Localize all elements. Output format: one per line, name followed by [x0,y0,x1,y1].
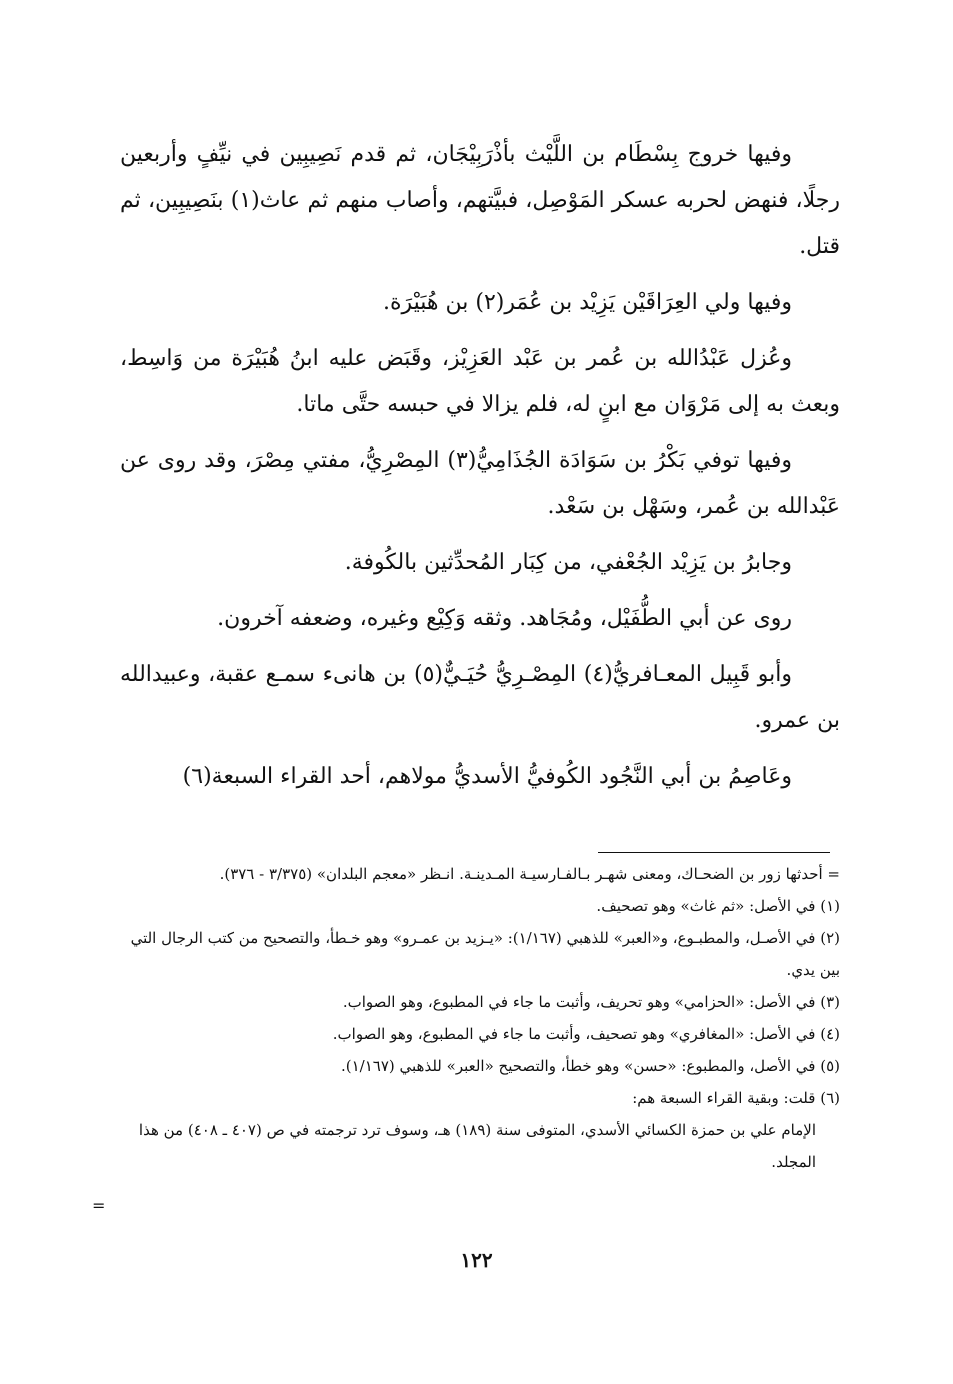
paragraph-yazid-ibn-hubayra: وفيها ولي العِرَاقَيْن يَزِيْد بن عُمَر(٢) بن هُبَيْرَة. [382,290,792,315]
footnote-6: (٦) قلت: وبقية القراء السبعة هم: [632,1089,840,1107]
footnote-3: (٣) في الأصل: «الحزامي» وهو تحريف، وأثبت ما جاء في المطبوع، وهو الصواب. [342,993,840,1011]
paragraph-asim: وعَاصِمُ بن أبي النَّجُود الكُوفيُّ الأسديُّ مولاهم، أحد القراء السبعة(٦) [182,764,792,789]
main-text [120,132,840,810]
footnote-2: (٢) في الأصـل، والمطبـوع، و«العبر» للذهبي (١/١٦٧): «يـزيد بن عمـرو» وهو خـطأ، والتصحيح من كتب الرجال التي بين يدي. [130,929,840,979]
footnote-5: (٥) في الأصل، والمطبوع: «حسن» وهو خطأ، والتصحيح «العبر» للذهبي (١/١٦٧). [341,1057,840,1075]
footnote-6-body: الإمام علي بن حمزة الكسائي الأسدي، المتوفى سنة (١٨٩) هـ، وسوف ترد ترجمته في ص (٤٠٧ ـ ٤٠٨) من هذا المجلد. [138,1121,816,1171]
footnote-1: (١) في الأصل: «ثم غاث» وهو تصحيف. [596,897,840,915]
paragraph-bistam: وفيها خروج بِسْطَام بن اللَّيْث بأذْرَبِيْجَان، ثم قدم نَصِيبِين في نيِّفٍ وأربعين رجلًا، فنهض لحربه عسكر المَوْصِل، فبيَّتهم، وأصاب منهم ثم عاث(١) بنَصِيبِين، ثم قتل. [120,142,840,259]
footnote-continuation: = أحدثها زور بن الضحـاك، ومعنى شهـر بـالفـارسيـة المـدينـة. انـظر «معجم البلدان» (٣/٣٧٥ - ٣٧٦). [219,865,840,883]
footnotes [108,858,840,1178]
paragraph-jabir-aljufi: وجابرُ بن يَزِيْد الجُعْفي، من كِبَار المُحدِّثين بالكُوفة. [344,550,792,575]
continuation-mark: = [92,1196,106,1215]
paragraph-abdullah-dismissed: وعُزل عَبْدُالله بن عُمر بن عَبْد العَزِيْز، وقَبَض عليه ابنُ هُبَيْرَة من وَاسِط، وبعث به إلى مَرْوَان مع ابنٍ له، فلم يزالا في حبسه حتَّى ماتا. [120,346,840,417]
page-number: ١٢٢ [460,1248,493,1272]
footnote-4: (٤) في الأصل: «المغافري» وهو تصحيف، وأثبت ما جاء في المطبوع، وهو الصواب. [332,1025,840,1043]
paragraph-bakr-ibn-sawada: وفيها توفي بَكْرُ بن سَوَادَة الجُذَامِيُّ(٣) المِصْرِيُّ، مفتي مِصْرَ، وقد روى عن عَبْدالله بن عُمر، وسَهْل بن سَعْد. [120,448,840,519]
footnote-divider [598,852,830,853]
paragraph-narration: روى عن أبي الطُّفَيْل، ومُجَاهد. وثقه وَكِيْع وغيره، وضعفه آخرون. [217,606,792,631]
paragraph-abu-qabil: وأبو قَبِيل المعـافريُّ(٤) المِصْـرِيُّ حُيَـيٌّ(٥) بن هانىء سمـع عقبة، وعبيدالله بن عمرو. [120,662,840,733]
